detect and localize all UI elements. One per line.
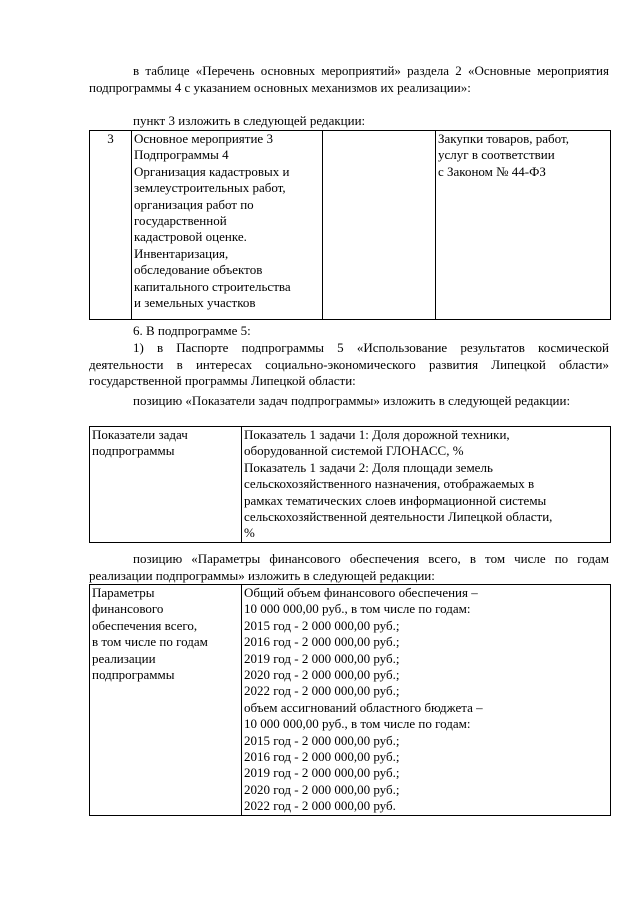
indicators-value-cell: Показатель 1 задачи 1: Доля дорожной техники, оборудованной системой ГЛОНАСС, % Показатель 1 задачи 2: Доля площади земель сельскохозяйственного назначения, отображаемых в рамках тематических слоев информационной системы сельскохозяйственной деятельности Липецкой области, % <box>242 427 611 543</box>
mechanism-cell: Закупки товаров, работ, услуг в соответствии с Законом № 44-ФЗ <box>436 131 611 320</box>
financing-value-cell: Общий объем финансового обеспечения – 10 000 000,00 руб., в том числе по годам: 2015 год - 2 000 000,00 руб.; 2016 год - 2 000 000,00 руб.; 2019 год - 2 000 000,00 руб.; 2020 год - 2 000 000,00 руб.; 2022 год - 2 000 000,00 руб.; объем ассигнований областного бюджета – 10 000 000,00 руб., в том числе по годам: 2015 год - 2 000 000,00 руб.; 2016 год - 2 000 000,00 руб.; 2019 год - 2 000 000,00 руб.; 2020 год - 2 000 000,00 руб.; 2022 год - 2 000 000,00 руб. <box>242 585 611 816</box>
table-row <box>90 585 611 816</box>
passport-paragraph: 1) в Паспорте подпрограммы 5 «Использование результатов космической деятельности в интересах социально-экономического развития Липецкой области» государственной программы Липецкой области: <box>89 340 609 388</box>
intro-paragraph: в таблице «Перечень основных мероприятий» раздела 2 «Основные мероприятия подпрограммы 4 с указанием основных механизмов их реализации»: <box>89 63 609 95</box>
indicators-label-cell: Показатели задач подпрограммы <box>90 427 242 543</box>
indicators-table <box>89 426 611 543</box>
table-row <box>90 131 611 320</box>
financing-instruction: позицию «Параметры финансового обеспечения всего, в том числе по годам реализации подпрограммы» изложить в следующей редакции: <box>89 551 609 583</box>
row-number: 3 <box>90 131 132 320</box>
financing-table <box>89 584 611 816</box>
item-3-instruction: пункт 3 изложить в следующей редакции: <box>133 113 366 128</box>
table-row <box>90 427 611 543</box>
empty-cell <box>323 131 436 320</box>
subprogram-5-heading: 6. В подпрограмме 5: <box>133 323 251 338</box>
financing-label-cell: Параметры финансового обеспечения всего, в том числе по годам реализации подпрограммы <box>90 585 242 816</box>
activities-table <box>89 130 611 320</box>
indicators-instruction: позицию «Показатели задач подпрограммы» изложить в следующей редакции: <box>133 393 571 408</box>
activity-name-cell: Основное мероприятие 3 Подпрограммы 4 Организация кадастровых и землеустроительных работ, организация работ по государственной кадастровой оценке. Инвентаризация, обследование объектов капитального строительства и земельных участков <box>132 131 323 320</box>
